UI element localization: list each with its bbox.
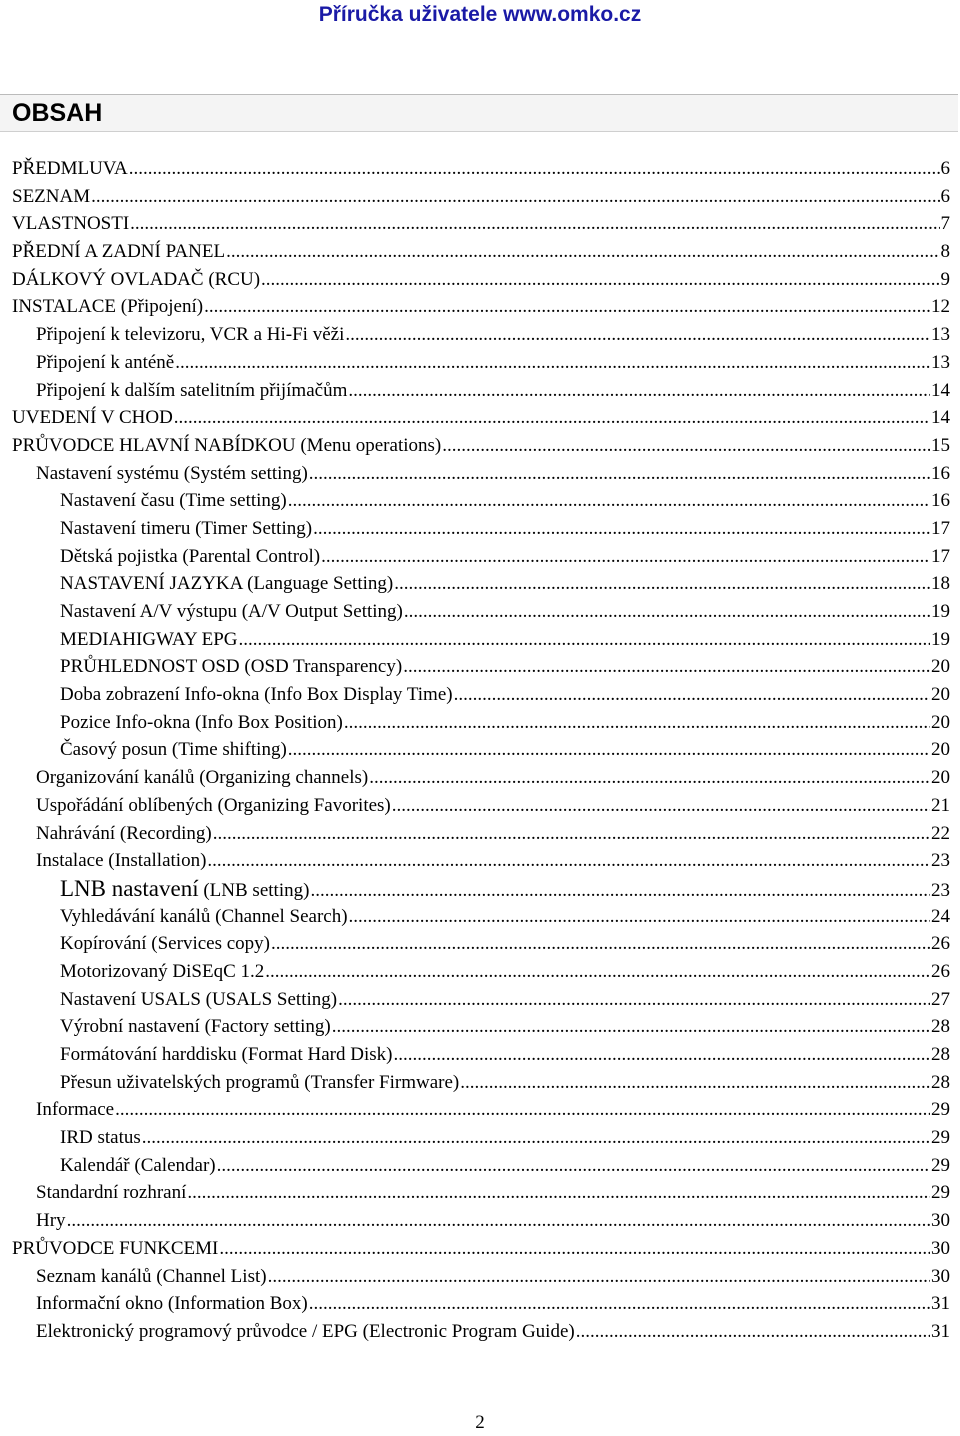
- dot-leader: [130, 210, 939, 238]
- dot-leader: [226, 238, 939, 266]
- dot-leader: [403, 653, 930, 681]
- toc-entry-label: Nastavení timeru (Timer Setting): [60, 517, 313, 539]
- header-title: Příručka uživatele www.omko.cz: [318, 3, 642, 26]
- toc-page-number: 20: [931, 767, 950, 789]
- toc-entry-label: Nastavení A/V výstupu (A/V Output Setting): [60, 601, 403, 622]
- toc-entry[interactable]: [0, 515, 960, 543]
- dot-leader: [91, 183, 939, 211]
- dot-leader: [394, 570, 930, 598]
- toc-entry[interactable]: [0, 792, 960, 820]
- table-of-contents: [0, 155, 960, 1346]
- toc-page-number: 31: [931, 1293, 950, 1315]
- toc-entry[interactable]: [0, 930, 960, 958]
- toc-page-number: 16: [931, 462, 950, 484]
- toc-entry[interactable]: [0, 958, 960, 986]
- toc-entry-label: PŘEDMLUVA: [12, 158, 128, 179]
- toc-entry[interactable]: [0, 764, 960, 792]
- toc-page-number: 16: [931, 490, 950, 512]
- toc-entry-label: Připojení k televizoru, VCR a Hi-Fi věži: [36, 324, 345, 346]
- toc-entry[interactable]: [0, 266, 960, 294]
- toc-entry[interactable]: [0, 1013, 960, 1041]
- dot-leader: [348, 377, 930, 405]
- dot-leader: [309, 1290, 930, 1318]
- toc-entry-label: Elektronický programový průvodce / EPG (Electronic Program Guide): [36, 1320, 575, 1342]
- toc-page-number: 26: [931, 933, 950, 955]
- toc-entry-label: SEZNAM: [12, 185, 91, 207]
- dot-leader: [338, 986, 930, 1014]
- toc-entry-label: Vyhledávání kanálů (Channel Search): [60, 905, 348, 927]
- toc-entry[interactable]: [0, 709, 960, 737]
- toc-page-number: 23: [931, 850, 950, 872]
- page-title: OBSAH: [12, 99, 103, 127]
- toc-entry-label: Seznam kanálů (Channel List): [36, 1265, 267, 1287]
- toc-entry[interactable]: [0, 543, 960, 571]
- toc-page-number: 31: [931, 1320, 950, 1342]
- toc-page-number: 6: [940, 185, 950, 207]
- toc-page-number: 30: [931, 1265, 950, 1287]
- toc-entry[interactable]: [0, 570, 960, 598]
- toc-entry[interactable]: [0, 847, 960, 875]
- dot-leader: [321, 543, 930, 571]
- toc-entry-label: PRŮHLEDNOST OSD (OSD Transparency): [60, 656, 403, 678]
- dot-leader: [393, 1041, 930, 1069]
- dot-leader: [67, 1207, 930, 1235]
- toc-entry-label: Přesun uživatelských programů (Transfer Firmware): [60, 1071, 460, 1093]
- dot-leader: [265, 958, 930, 986]
- dot-leader: [288, 487, 930, 515]
- toc-entry[interactable]: [0, 681, 960, 709]
- heading-bar: [0, 94, 958, 132]
- toc-entry-label: Informace: [36, 1099, 115, 1121]
- toc-entry-label: UVEDENÍ V CHOD: [12, 407, 173, 429]
- toc-entry-label: PRŮVODCE FUNKCEMI: [12, 1237, 219, 1259]
- dot-leader: [309, 460, 930, 488]
- toc-entry-label: Časový posun (Time shifting): [60, 739, 287, 761]
- toc-entry[interactable]: [0, 238, 960, 266]
- dot-leader: [332, 1013, 930, 1041]
- toc-page-number: 9: [940, 268, 950, 290]
- dot-leader: [344, 709, 930, 737]
- dot-leader: [261, 266, 939, 294]
- toc-entry[interactable]: [0, 404, 960, 432]
- toc-entry[interactable]: [0, 903, 960, 931]
- toc-entry[interactable]: [0, 377, 960, 405]
- toc-page-number: 23: [931, 879, 950, 901]
- toc-page-number: 20: [931, 684, 950, 706]
- toc-entry-label: Pozice Info-okna (Info Box Position): [60, 711, 343, 733]
- toc-entry-label: Motorizovaný DiSEqC 1.2: [60, 960, 265, 982]
- toc-page-number: 21: [931, 794, 950, 816]
- toc-entry-label: DÁLKOVÝ OVLADAČ (RCU): [12, 268, 261, 290]
- dot-leader: [369, 764, 930, 792]
- dot-leader: [310, 877, 930, 905]
- toc-page-number: 17: [931, 517, 950, 539]
- toc-entry[interactable]: [0, 1152, 960, 1180]
- toc-entry-label: Formátování harddisku (Format Hard Disk): [60, 1044, 393, 1065]
- toc-page-number: 28: [931, 1071, 950, 1093]
- toc-entry[interactable]: [0, 293, 960, 321]
- dot-leader: [219, 1235, 930, 1263]
- toc-entry[interactable]: [0, 155, 960, 183]
- toc-page-number: 30: [931, 1237, 950, 1259]
- toc-page-number: 17: [931, 545, 950, 567]
- toc-entry[interactable]: [0, 1069, 960, 1097]
- toc-entry[interactable]: [0, 1290, 960, 1318]
- toc-entry-label: Organizování kanálů (Organizing channels): [36, 767, 369, 789]
- toc-page-number: 18: [931, 573, 950, 595]
- toc-entry-label: Kalendář (Calendar): [60, 1154, 216, 1176]
- toc-page-number: 19: [931, 628, 950, 650]
- dot-leader: [217, 1152, 930, 1180]
- toc-page-number: 14: [931, 407, 950, 429]
- toc-page-number: 13: [931, 324, 950, 346]
- toc-entry-label: Informační okno (Information Box): [36, 1293, 308, 1315]
- toc-entry[interactable]: [0, 1235, 960, 1263]
- dot-leader: [187, 1179, 930, 1207]
- toc-page-number: 29: [931, 1182, 950, 1204]
- toc-entry[interactable]: [0, 460, 960, 488]
- dot-leader: [576, 1318, 930, 1346]
- dot-leader: [404, 598, 930, 626]
- toc-entry[interactable]: [0, 487, 960, 515]
- dot-leader: [174, 404, 930, 432]
- toc-entry[interactable]: [0, 820, 960, 848]
- toc-page-number: 20: [931, 656, 950, 678]
- toc-page-number: 26: [931, 960, 950, 982]
- toc-entry[interactable]: [0, 598, 960, 626]
- toc-entry-label: Standardní rozhraní: [36, 1182, 187, 1204]
- dot-leader: [454, 681, 930, 709]
- toc-page-number: 29: [931, 1154, 950, 1176]
- dot-leader: [345, 321, 930, 349]
- toc-page-number: 22: [931, 822, 950, 844]
- toc-entry-label: Nahrávání (Recording): [36, 822, 212, 844]
- toc-entry[interactable]: [0, 432, 960, 460]
- toc-entry[interactable]: [0, 1263, 960, 1291]
- dot-leader: [207, 847, 930, 875]
- toc-entry-label: PRŮVODCE HLAVNÍ NABÍDKOU (Menu operations): [12, 434, 442, 456]
- dot-leader: [175, 349, 930, 377]
- toc-page-number: 20: [931, 711, 950, 733]
- toc-entry[interactable]: [0, 986, 960, 1014]
- toc-entry-label: NASTAVENÍ JAZYKA (Language Setting): [60, 573, 394, 595]
- toc-page-number: 12: [931, 296, 950, 318]
- dot-leader: [115, 1096, 930, 1124]
- dot-leader: [271, 930, 930, 958]
- toc-entry-label: MEDIAHIGWAY EPG: [60, 628, 238, 650]
- toc-entry[interactable]: [0, 1318, 960, 1346]
- page-number: 2: [475, 1412, 485, 1433]
- toc-page-number: 6: [940, 158, 950, 179]
- toc-entry[interactable]: [0, 210, 960, 238]
- document-header: [0, 0, 960, 32]
- toc-page-number: 24: [931, 905, 950, 927]
- toc-entry-label: Kopírování (Services copy): [60, 933, 270, 955]
- toc-entry-label: IRD status: [60, 1127, 141, 1149]
- toc-entry[interactable]: [0, 736, 960, 764]
- toc-entry[interactable]: [0, 1207, 960, 1235]
- toc-entry-label: Instalace (Installation): [36, 850, 207, 872]
- toc-entry-label-suffix: (LNB setting): [198, 879, 310, 901]
- toc-page-number: 29: [931, 1127, 950, 1149]
- toc-entry-label: Nastavení času (Time setting): [60, 490, 287, 512]
- toc-page-number: 29: [931, 1099, 950, 1121]
- toc-entry[interactable]: [0, 875, 960, 903]
- toc-entry-label: Nastavení systému (Systém setting): [36, 462, 308, 484]
- toc-entry[interactable]: [0, 183, 960, 211]
- toc-entry[interactable]: [0, 1096, 960, 1124]
- toc-entry[interactable]: [0, 1179, 960, 1207]
- toc-entry[interactable]: [0, 626, 960, 654]
- toc-entry[interactable]: [0, 321, 960, 349]
- dot-leader: [460, 1069, 930, 1097]
- toc-entry-label-main: LNB nastavení: [60, 875, 199, 901]
- toc-page-number: 19: [931, 601, 950, 622]
- toc-page-number: 20: [931, 739, 950, 761]
- toc-entry[interactable]: [0, 1124, 960, 1152]
- toc-page-number: 30: [931, 1210, 950, 1232]
- toc-entry-label: Hry: [36, 1210, 66, 1232]
- toc-entry-label: PŘEDNÍ A ZADNÍ PANEL: [12, 241, 226, 263]
- dot-leader: [268, 1263, 930, 1291]
- toc-page-number: 28: [931, 1016, 950, 1038]
- toc-page-number: 15: [931, 434, 950, 456]
- toc-entry-label: Připojení k anténě: [36, 351, 175, 373]
- dot-leader: [313, 515, 930, 543]
- dot-leader: [129, 155, 940, 183]
- toc-entry-label: Nastavení USALS (USALS Setting): [60, 988, 338, 1010]
- toc-entry-label: VLASTNOSTI: [12, 213, 130, 235]
- dot-leader: [239, 626, 930, 654]
- dot-leader: [213, 820, 930, 848]
- toc-page-number: 28: [931, 1044, 950, 1065]
- toc-entry-label: Dětská pojistka (Parental Control): [60, 545, 321, 567]
- toc-entry-label: Doba zobrazení Info-okna (Info Box Display Time): [60, 684, 453, 706]
- toc-entry-label: INSTALACE (Připojení): [12, 296, 204, 318]
- dot-leader: [142, 1124, 930, 1152]
- toc-entry-label: [60, 875, 309, 905]
- toc-entry[interactable]: [0, 349, 960, 377]
- toc-entry-label: Uspořádání oblíbených (Organizing Favorites): [36, 794, 391, 816]
- dot-leader: [204, 293, 930, 321]
- toc-page-number: 13: [931, 351, 950, 373]
- toc-page-number: 8: [940, 241, 950, 263]
- toc-entry-label: Připojení k dalším satelitním přijímačům: [36, 379, 348, 401]
- dot-leader: [392, 792, 930, 820]
- toc-entry[interactable]: [0, 1041, 960, 1069]
- toc-page-number: 27: [931, 988, 950, 1010]
- dot-leader: [442, 432, 930, 460]
- toc-page-number: 7: [940, 213, 950, 235]
- toc-entry-label: Výrobní nastavení (Factory setting): [60, 1016, 331, 1038]
- dot-leader: [288, 736, 930, 764]
- toc-page-number: 14: [931, 379, 950, 401]
- dot-leader: [349, 903, 930, 931]
- toc-entry[interactable]: [0, 653, 960, 681]
